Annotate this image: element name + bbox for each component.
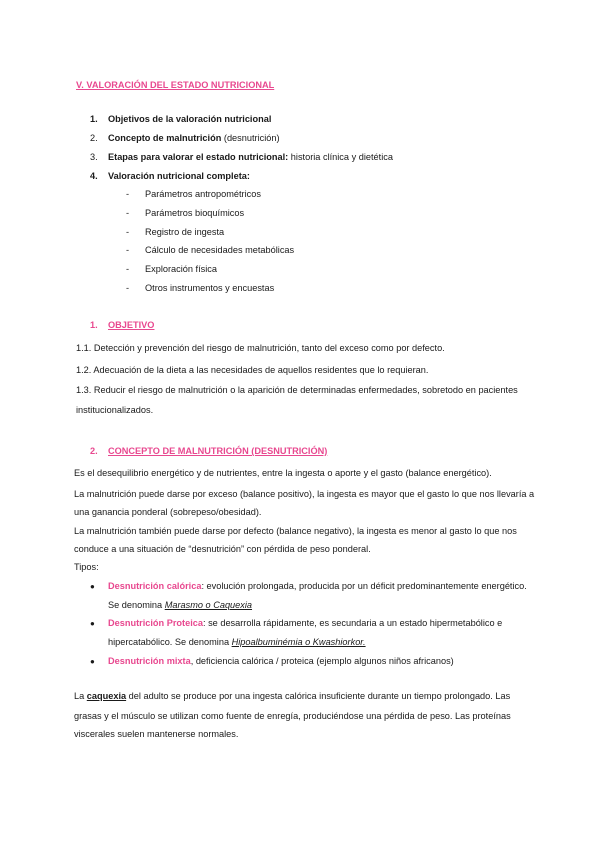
outline-item [108,133,280,143]
subitem: Otros instrumentos y encuestas [145,283,275,293]
bullet-label: Desnutrición mixta [108,656,191,666]
subitem: Registro de ingesta [145,227,225,237]
outline-item-bold: Etapas para valorar el estado nutricional: [108,152,289,162]
outline-number: 1. [90,114,98,124]
outline-item [108,171,250,181]
final-paragraph-line: grasas y el músculo se utilizan como fuente de enregía, produciéndose una pérdida de peso. Las proteínas [74,711,511,721]
outline-item-bold: Valoración nutricional completa: [108,171,250,181]
bullet-item [108,581,527,591]
dash-marker: - [126,189,130,199]
section2-number: 2. [90,446,98,456]
subitem: Exploración física [145,264,218,274]
bullet-marker: ● [90,619,95,628]
dash-marker: - [126,208,130,218]
subitem: Parámetros bioquímicos [145,208,245,218]
section1-paragraph [76,380,526,420]
outline-number: 3. [90,152,98,162]
bullet-text: Se denomina [108,600,165,610]
section2-paragraph: La malnutrición puede darse por exceso (balance positivo), la ingesta es mayor que el gasto lo que nos llevaría a [74,489,535,499]
caquexia-term: caquexia [86,691,127,701]
bullet-term: Hipoalbuminémia o Kwashiorkor. [231,637,366,647]
dash-marker: - [126,227,130,237]
dash-marker: - [126,245,130,255]
tipos-label: Tipos: [74,562,99,572]
section2-paragraph: una ganancia ponderal (sobrepeso/obesidad). [74,507,262,517]
dash-marker: - [126,264,130,274]
bullet-item [108,618,502,628]
outline-item-bold: Objetivos de la valoración nutricional [108,114,272,124]
section2-paragraph: conduce a una situación de “desnutrición” con pérdida de peso ponderal. [74,544,371,554]
section1-paragraph: 1.1. Detección y prevención del riesgo de malnutrición, tanto del exceso como por defecto. [76,343,445,353]
bullet-text: : se desarrolla rápidamente, es secundaria a un estado hipermetabólico e [202,618,503,628]
section2-paragraph: La malnutrición también puede darse por defecto (balance negativo), la ingesta es menor al gasto lo que nos [74,526,517,536]
section1-number: 1. [90,320,98,330]
bullet-text: , deficiencia calórica / proteica (ejemplo algunos niños africanos) [190,656,454,666]
outline-item [108,114,271,124]
bullet-term: Marasmo o Caquexia [164,600,253,610]
bullet-marker: ● [90,582,95,591]
text-line: institucionalizados. [76,405,154,415]
bullet-text: : evolución prolongada, producida por un déficit predominantemente energético. [201,581,527,591]
dash-marker: - [126,283,130,293]
section1-heading: OBJETIVO [108,320,155,330]
page-title: V. VALORACIÓN DEL ESTADO NUTRICIONAL [76,80,275,90]
bullet-marker: ● [90,657,95,666]
outline-number: 2. [90,133,98,143]
bullet-item [108,656,454,666]
text-span: La [74,691,87,701]
text-line: 1.3. Reducir el riesgo de malnutrición o la aparición de determinadas enfermedades, sobretodo en pacientes [76,385,518,395]
bullet-item-line2 [108,600,252,610]
outline-item-rest: (desnutrición) [221,133,280,143]
outline-item-bold: Concepto de malnutrición [108,133,222,143]
subitem: Cálculo de necesidades metabólicas [145,245,295,255]
outline-item [108,152,393,162]
bullet-text: hipercatabólico. Se denomina [108,637,232,647]
outline-item-rest: historia clínica y dietética [288,152,393,162]
section2-heading: CONCEPTO DE MALNUTRICIÓN (DESNUTRICIÓN) [108,446,328,456]
final-paragraph-line [74,691,510,701]
bullet-item-line2 [108,637,366,647]
subitem: Parámetros antropométricos [145,189,261,199]
text-span: del adulto se produce por una ingesta calórica insuficiente durante un tiempo prolongado. Las [126,691,511,701]
bullet-label: Desnutrición Proteica [108,618,203,628]
bullet-label: Desnutrición calórica [108,581,202,591]
section2-paragraph: Es el desequilibrio energético y de nutrientes, entre la ingesta o aporte y el gasto (balance energético). [74,468,492,478]
outline-number: 4. [90,171,98,181]
final-paragraph-line: viscerales suelen mantenerse normales. [74,729,239,739]
section1-paragraph: 1.2. Adecuación de la dieta a las necesidades de aquellos residentes que lo requieran. [76,365,429,375]
